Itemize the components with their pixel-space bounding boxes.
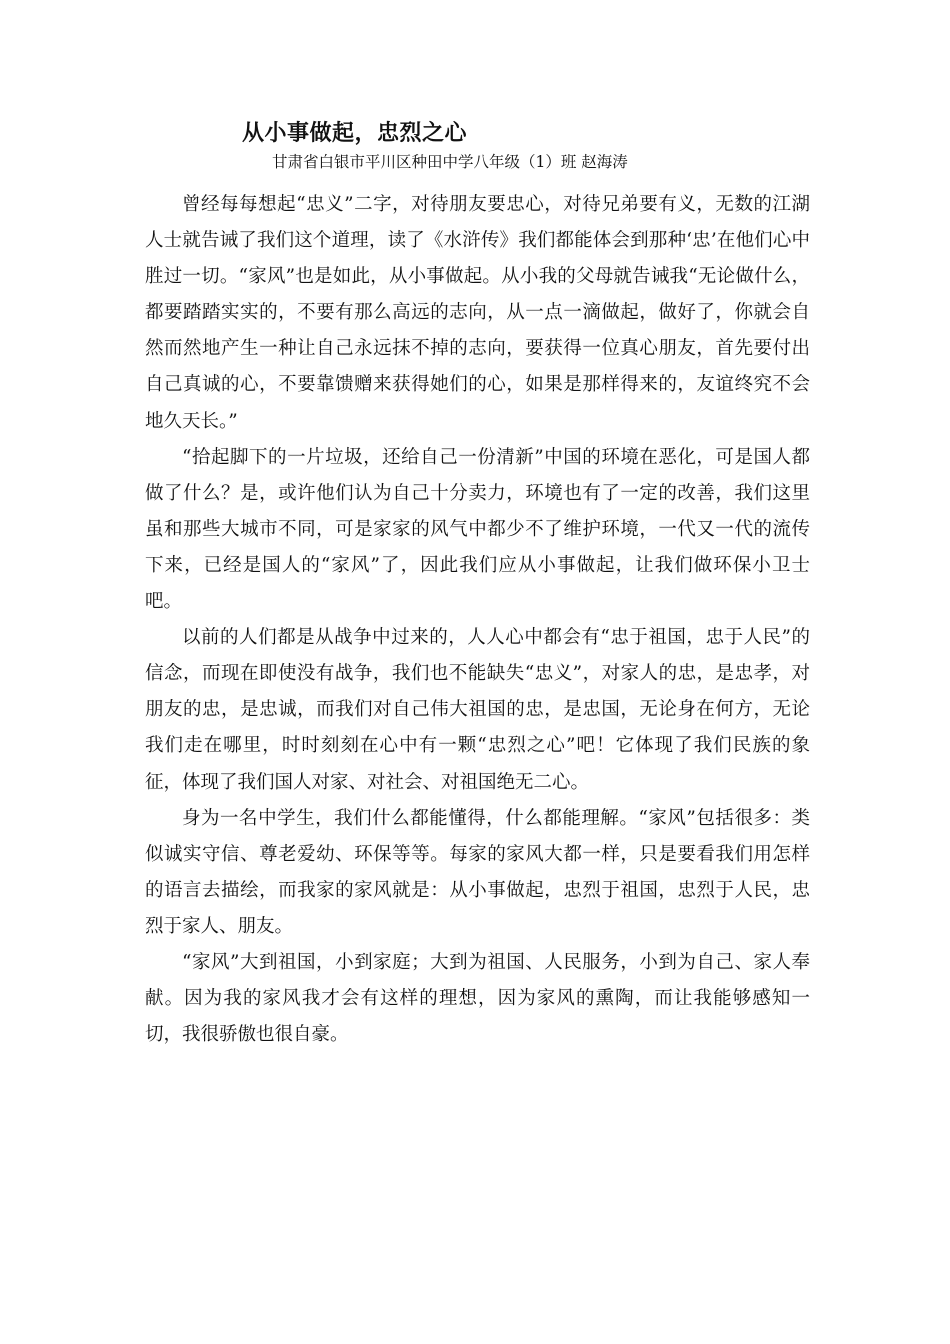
author-byline: 甘肃省白银市平川区种田中学八年级（1）班 赵海涛 (272, 153, 628, 171)
paragraph-3: 以前的人们都是从战争中过来的，人人心中都会有“忠于祖国，忠于人民”的信念，而现在即使没有战争，我们也不能缺失“忠义”，对家人的忠，是忠孝，对朋友的忠，是忠诚，而我们对自己伟大祖国的忠，是忠国，无论身在何方，无论我们走在哪里，时时刻刻在心中有一颗“忠烈之心”吧！它体现了我们民族的象征，体现了我们国人对家、对社会、对祖国绝无二心。 (145, 627, 810, 793)
paragraph-1: 曾经每每想起“忠义”二字，对待朋友要忠心，对待兄弟要有义，无数的江湖人士就告诫了我们这个道理，读了《水浒传》我们都能体会到那种‘忠’在他们心中胜过一切。“家风”也是如此，从小事做起。从小我的父母就告诫我“无论做什么，都要踏踏实实的，不要有那么高远的志向，从一点一滴做起，做好了，你就会自然而然地产生一种让自己永远抹不掉的志向，要获得一位真心朋友，首先要付出自己真诚的心，不要靠馈赠来获得她们的心，如果是那样得来的，友谊终究不会地久天长。” (145, 194, 810, 432)
document-title: 从小事做起，忠烈之心 (242, 121, 468, 146)
paragraph-4: 身为一名中学生，我们什么都能懂得，什么都能理解。“家风”包括很多：类似诚实守信、尊老爱幼、环保等等。每家的家风大都一样，只是要看我们用怎样的语言去描绘，而我家的家风就是：从小事做起，忠烈于祖国，忠烈于人民，忠烈于家人、朋友。 (145, 807, 810, 937)
paragraph-2: “拾起脚下的一片垃圾，还给自己一份清新”中国的环境在恶化，可是国人都做了什么？是，或许他们认为自己十分卖力，环境也有了一定的改善，我们这里虽和那些大城市不同，可是家家的风气中都少不了维护环境，一代又一代的流传下来，已经是国人的“家风”了，因此我们应从小事做起，让我们做环保小卫士吧。 (145, 446, 810, 613)
document-body (145, 187, 810, 1053)
paragraph-5: “家风”大到祖国，小到家庭；大到为祖国、人民服务，小到为自己、家人奉献。因为我的家风我才会有这样的理想，因为家风的熏陶，而让我能够感知一切，我很骄傲也很自豪。 (145, 951, 810, 1046)
